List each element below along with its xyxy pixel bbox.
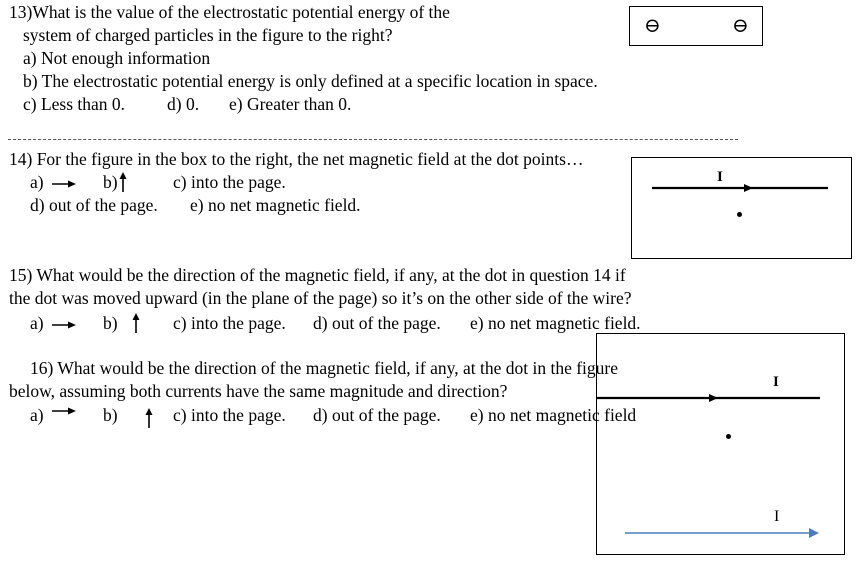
q16-option-b-label: b) (103, 405, 118, 425)
q16-option-a-label: a) (30, 405, 44, 425)
q16-upper-wire-arrow (709, 394, 718, 402)
q13-option-c: c) Less than 0. (23, 94, 126, 114)
q14-option-c: c) into the page. (173, 172, 286, 192)
q13-option-b: b) The electrostatic potential energy is only defined at a specific location in space. (23, 71, 598, 91)
q14-option-d: d) out of the page. (30, 195, 158, 215)
up-arrow-icon (144, 408, 154, 428)
q13-option-a: a) Not enough information (23, 48, 211, 68)
q15-option-b (103, 313, 118, 333)
q15-line-1: 15) What would be the direction of the magnetic field, if any, at the dot in question 14 if (9, 265, 626, 285)
q16-current-label-top: I (773, 374, 779, 390)
q13-line-1: 13)What is the value of the electrostatic potential energy of the (9, 2, 450, 22)
q16-option-c: c) into the page. (173, 405, 286, 425)
right-arrow-icon (52, 179, 76, 189)
q14-current-label: I (717, 169, 723, 185)
q15-line-2: the dot was moved upward (in the plane of the page) so it’s on the other side of the wire? (9, 288, 632, 308)
q16-lower-wire-arrow (809, 528, 819, 538)
q14-figure-box (631, 157, 852, 259)
q16-line-2: below, assuming both currents have the same magnitude and direction? (9, 381, 508, 401)
q14-option-b (103, 172, 118, 192)
q14-option-e: e) no net magnetic field. (190, 195, 361, 215)
q13-figure-box (629, 6, 763, 46)
q15-option-e: e) no net magnetic field. (470, 313, 641, 333)
q14-option-b-label: b) (103, 172, 118, 192)
q16-option-a (30, 405, 44, 425)
q14-wire (632, 158, 851, 258)
up-arrow-icon (131, 313, 141, 333)
q13-option-d: d) 0. (167, 94, 200, 114)
q15-option-c: c) into the page. (173, 313, 286, 333)
q14-dot (737, 212, 742, 217)
q15-option-a (30, 313, 72, 333)
q16-figure-box (596, 333, 845, 555)
q15-option-b-label: b) (103, 313, 118, 333)
q16-option-e: e) no net magnetic field (470, 405, 637, 425)
negative-charge-left-icon: ⊖ (644, 15, 661, 37)
q15-option-d: d) out of the page. (313, 313, 441, 333)
q14-option-a-label: a) (30, 172, 44, 192)
q16-wires (597, 334, 844, 554)
q16-option-d: d) out of the page. (313, 405, 441, 425)
q16-option-b (103, 405, 118, 425)
q15-option-a-label: a) (30, 313, 44, 333)
q13-option-e: e) Greater than 0. (229, 94, 352, 114)
q16-current-label-bottom: I (774, 508, 780, 525)
q14-option-a (30, 172, 72, 192)
section-divider (8, 139, 738, 140)
q13-line-2: system of charged particles in the figure to the right? (23, 25, 393, 45)
negative-charge-right-icon: ⊖ (732, 15, 749, 37)
q14-line-1: 14) For the figure in the box to the right, the net magnetic field at the dot points… (9, 149, 584, 169)
q16-dot (726, 434, 731, 439)
right-arrow-icon (52, 406, 76, 416)
right-arrow-icon (52, 320, 76, 330)
up-arrow-icon (118, 172, 128, 192)
q16-line-1: 16) What would be the direction of the magnetic field, if any, at the dot in the figure (30, 358, 619, 378)
